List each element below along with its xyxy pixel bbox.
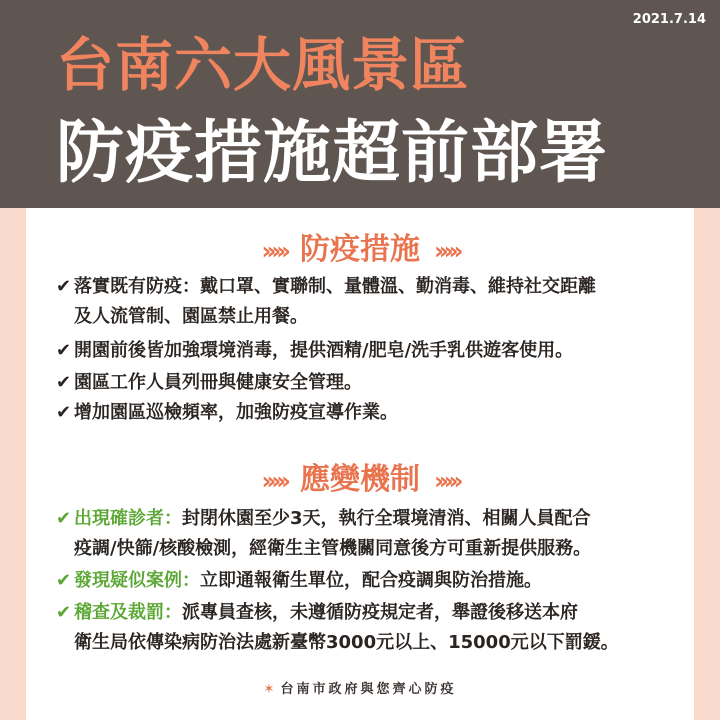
list-item [56, 272, 676, 332]
item-text: 落實既有防疫：戴口罩、實聯制、量體溫、勤消毒、維持社交距離 [74, 276, 596, 297]
item-label: 稽查及裁罰： [74, 602, 182, 623]
title-line-2: 防疫措施超前部署 [56, 114, 609, 193]
item-label: 發現疑似案例： [74, 570, 200, 591]
check-icon: ✔ [56, 372, 72, 393]
item-text: 派專員查核，未遵循防疫規定者，舉證後移送本府 [182, 602, 578, 623]
item-text: 園區工作人員列冊與健康安全管理。 [74, 372, 362, 393]
check-icon: ✔ [56, 508, 72, 529]
check-icon: ✔ [56, 340, 72, 361]
footer [26, 678, 694, 697]
section-heading-prevention [26, 224, 694, 268]
item-text: 開園前後皆加強環境消毒，提供酒精/肥皂/洗手乳供遊客使用。 [74, 340, 574, 361]
date-label: 2021.7.14 [632, 12, 706, 27]
arrows-left-icon: ››››› [261, 467, 286, 495]
section-title: 應變機制 [300, 462, 420, 497]
check-icon: ✔ [56, 602, 72, 623]
item-text: 立即通報衛生單位，配合疫調與防治措施。 [200, 570, 542, 591]
section-heading-response [26, 454, 694, 498]
footer-text: 台南市政府與您齊心防疫 [280, 682, 457, 697]
header-banner [0, 0, 720, 208]
content-card [26, 208, 694, 720]
item-text-cont: 衛生局依傳染病防治法處新臺幣3000元以上、15000元以下罰鍰。 [74, 632, 619, 653]
arrows-right-icon: ››››› [434, 467, 459, 495]
list-item [56, 598, 676, 658]
check-icon: ✔ [56, 276, 72, 297]
item-label: 出現確診者： [74, 508, 182, 529]
check-icon: ✔ [56, 402, 72, 423]
arrows-left-icon: ››››› [261, 237, 286, 265]
list-item [56, 398, 676, 428]
item-text-cont: 及人流管制、園區禁止用餐。 [74, 306, 308, 327]
list-item [56, 336, 676, 366]
title-line-1: 台南六大風景區 [56, 31, 470, 99]
item-text-cont: 疫調/快篩/核酸檢測，經衛生主管機關同意後方可重新提供服務。 [74, 538, 592, 559]
item-text: 增加園區巡檢頻率，加強防疫宣導作業。 [74, 402, 398, 423]
check-icon: ✔ [56, 570, 72, 591]
arrows-right-icon: ››››› [434, 237, 459, 265]
list-item [56, 368, 676, 398]
section-title: 防疫措施 [300, 232, 420, 267]
city-logo-icon: ✶ [263, 682, 275, 697]
list-item [56, 504, 676, 564]
list-item [56, 566, 676, 596]
item-text: 封閉休園至少3天，執行全環境清消、相關人員配合 [182, 508, 591, 529]
